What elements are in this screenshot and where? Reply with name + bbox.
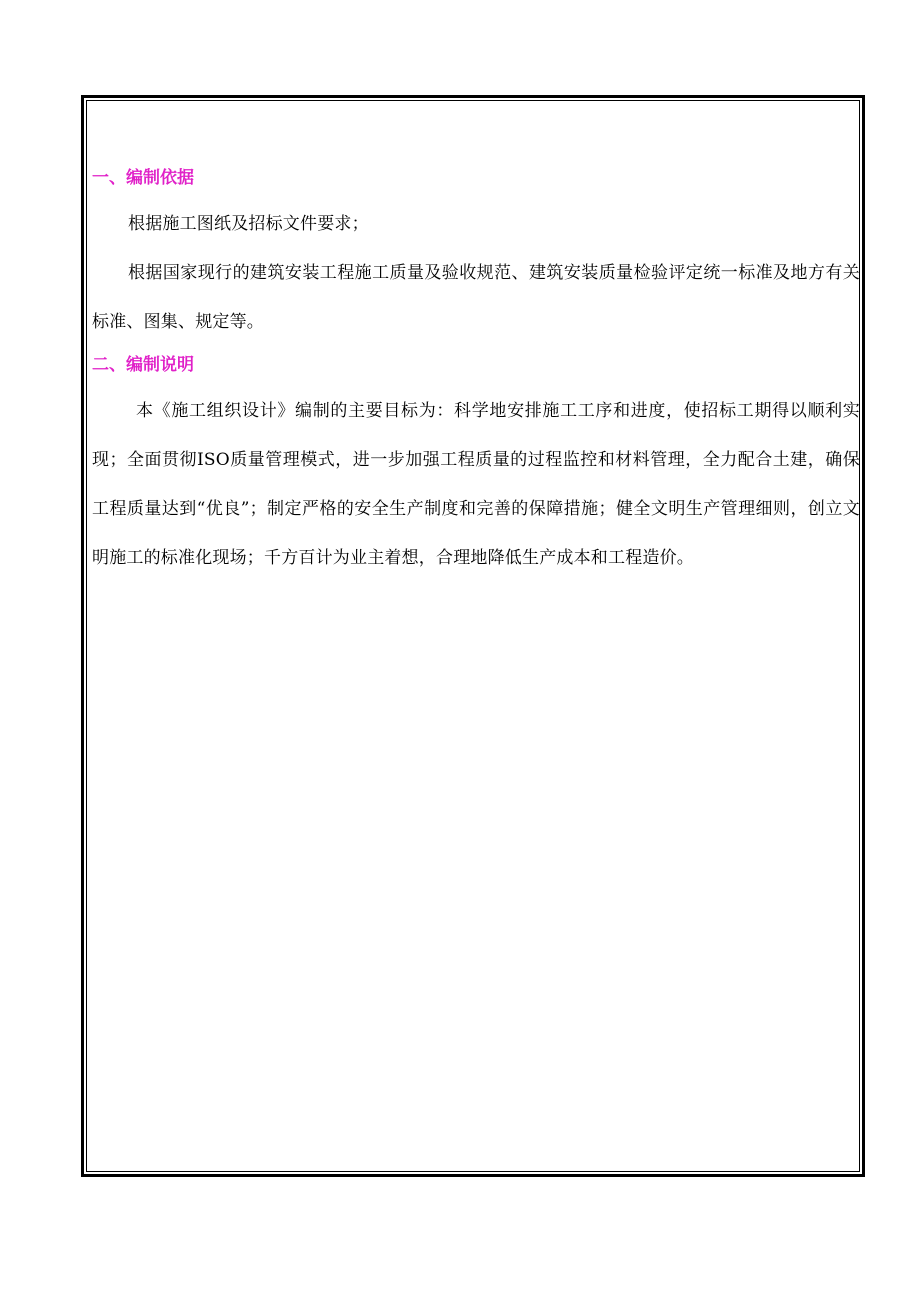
section-2-paragraph-1: 本《施工组织设计》编制的主要目标为：科学地安排施工工序和进度，使招标工期得以顺利实现；全面贯彻ISO质量管理模式，进一步加强工程质量的过程监控和材料管理，全力配合土建，确保工程质量达到“优良”；制定严格的安全生产制度和完善的保障措施；健全文明生产管理细则，创立文明施工的标准化现场；千方百计为业主着想，合理地降低生产成本和工程造价。	[92, 401, 860, 568]
section-1-heading: 一、编制依据	[92, 168, 194, 188]
section-1-paragraph-1: 根据施工图纸及招标文件要求；	[128, 214, 369, 234]
section-1-paragraph-2: 根据国家现行的建筑安装工程施工质量及验收规范、建筑安装质量检验评定统一标准及地方有关标准、图集、规定等。	[92, 263, 860, 332]
section-2-heading: 二、编制说明	[92, 355, 194, 375]
document-body	[92, 160, 860, 583]
